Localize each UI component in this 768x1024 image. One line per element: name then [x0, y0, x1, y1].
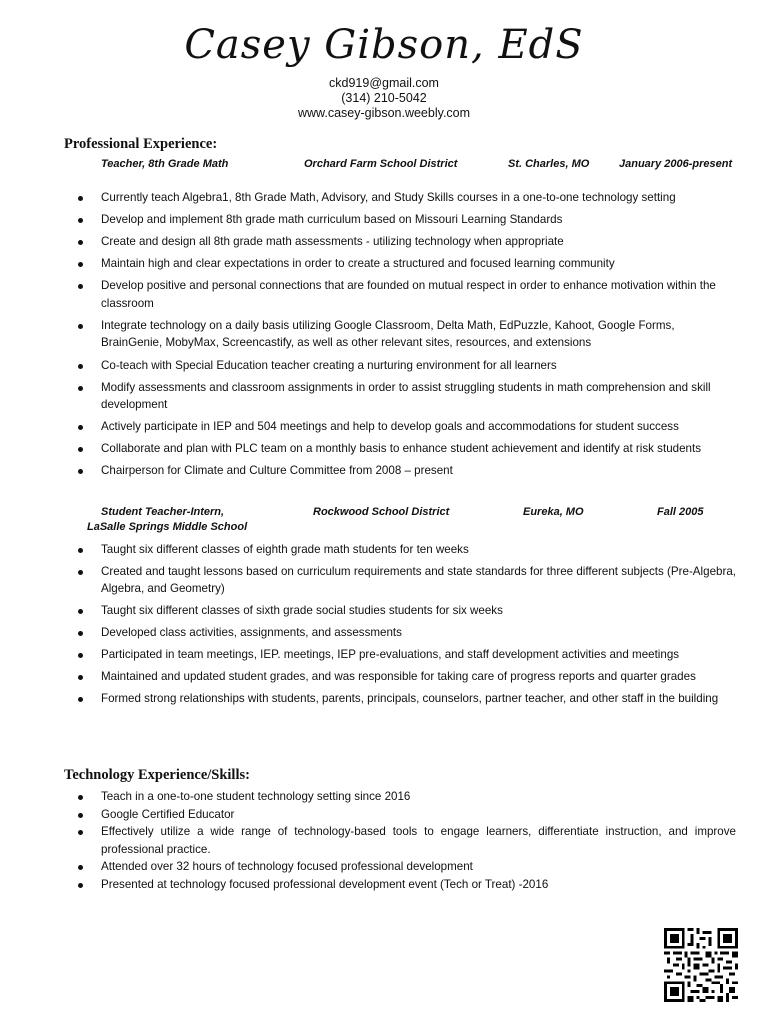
- list-item: Attended over 32 hours of technology focused professional development: [64, 858, 736, 876]
- list-item: Integrate technology on a daily basis utilizing Google Classroom, Delta Math, EdPuzzle, Kahoot, Google Forms, BrainGenie, MobyMax, Screencastify, as well as other relevant sites, resources, and extensions: [64, 317, 736, 352]
- list-item: Co-teach with Special Education teacher creating a nurturing environment for all learners: [64, 357, 736, 375]
- list-item: Presented at technology focused professional development event (Tech or Treat) -2016: [64, 876, 736, 894]
- job1-location: St. Charles, MO: [508, 158, 590, 170]
- list-item: Participated in team meetings, IEP. meetings, IEP pre-evaluations, and staff development activities and meetings: [64, 646, 736, 664]
- email-text: ckd919@gmail.com: [329, 76, 439, 90]
- list-item: Teach in a one-to-one student technology setting since 2016: [64, 788, 736, 806]
- job1-bullet-list: [64, 189, 736, 485]
- list-item: Maintain high and clear expectations in order to create a structured and focused learning community: [64, 255, 736, 273]
- job2-location: Eureka, MO: [523, 506, 584, 518]
- list-item: Google Certified Educator: [64, 806, 736, 824]
- job2-bullet-list: [64, 541, 736, 712]
- list-item: Develop positive and personal connections that are founded on mutual respect in order to enhance motivation within the classroom: [64, 277, 736, 312]
- list-item: Maintained and updated student grades, and was responsible for taking care of progress reports and quarter grades: [64, 668, 736, 686]
- job2-school: LaSalle Springs Middle School: [87, 521, 248, 533]
- job1-role: Teacher, 8th Grade Math: [101, 158, 229, 170]
- list-item: Effectively utilize a wide range of technology-based tools to engage learners, differentiate instruction, and improve professional practice.: [64, 823, 736, 858]
- job2-district: Rockwood School District: [313, 506, 450, 518]
- list-item: Develop and implement 8th grade math curriculum based on Missouri Learning Standards: [64, 211, 736, 229]
- website-text: www.casey-gibson.weebly.com: [297, 106, 471, 120]
- list-item: Created and taught lessons based on curriculum requirements and state standards for three different subjects (Pre-Algebra, Algebra, and Geometry): [64, 563, 736, 598]
- list-item: Chairperson for Climate and Culture Committee from 2008 – present: [64, 462, 736, 480]
- job1-district: Orchard Farm School District: [304, 158, 458, 170]
- job2-dates: Fall 2005: [657, 506, 704, 518]
- technology-bullet-list: [64, 788, 736, 893]
- resume-name: Casey Gibson, EdS: [184, 22, 584, 68]
- list-item: Formed strong relationships with students, parents, principals, counselors, partner teacher, and other staff in the building: [64, 690, 736, 708]
- list-item: Create and design all 8th grade math assessments - utilizing technology when appropriate: [64, 233, 736, 251]
- list-item: Currently teach Algebra1, 8th Grade Math, Advisory, and Study Skills courses in a one-to-one technology setting: [64, 189, 736, 207]
- phone-text: (314) 210-5042: [341, 91, 427, 105]
- list-item: Modify assessments and classroom assignments in order to assist struggling students in math comprehension and skill development: [64, 379, 736, 414]
- list-item: Taught six different classes of sixth grade social studies students for six weeks: [64, 602, 736, 620]
- list-item: Developed class activities, assignments, and assessments: [64, 624, 736, 642]
- section-title-technology: Technology Experience/Skills:: [64, 767, 250, 783]
- contact-block: [0, 76, 768, 121]
- section-title-professional-experience: Professional Experience:: [64, 136, 218, 152]
- list-item: Actively participate in IEP and 504 meetings and help to develop goals and accommodations for student success: [64, 418, 736, 436]
- job2-role: Student Teacher-Intern,: [101, 506, 225, 518]
- list-item: Taught six different classes of eighth grade math students for ten weeks: [64, 541, 736, 559]
- job1-dates: January 2006-present: [619, 158, 733, 170]
- qr-code-icon[interactable]: [664, 928, 738, 1002]
- list-item: Collaborate and plan with PLC team on a monthly basis to enhance student achievement and identify at risk students: [64, 440, 736, 458]
